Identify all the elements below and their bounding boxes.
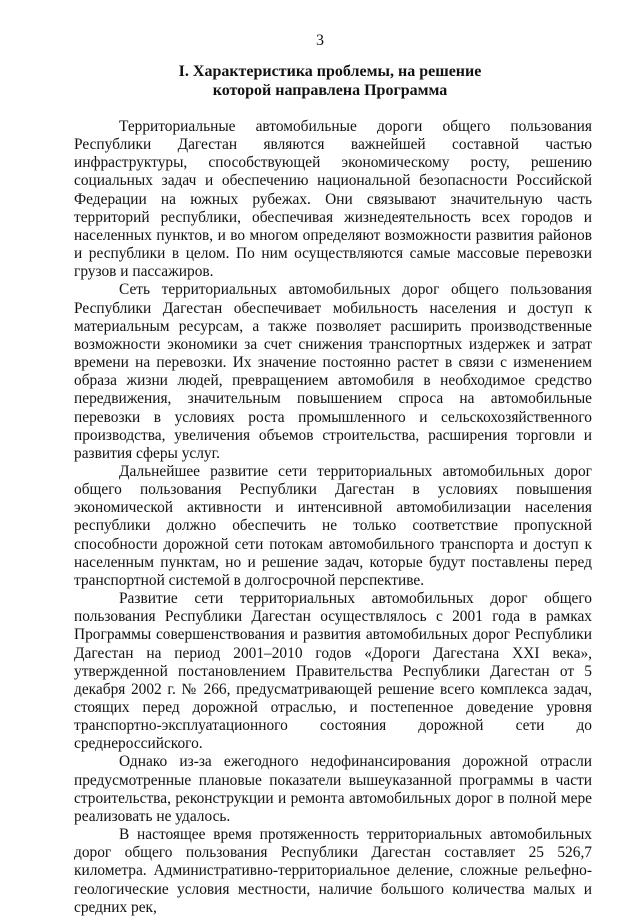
section-heading-line-1: I. Характеристика проблемы, на решение	[178, 63, 482, 80]
body-text	[74, 118, 592, 917]
paragraph-6: В настоящее время протяженность территориальных автомобильных дорог общего пользования Республики Дагестан составляет 25 526,7 километра. Административно-территориальное деление, сложные рельефно-геологические условия местности, наличие большого количества малых и средних рек,	[74, 826, 592, 916]
paragraph-3: Дальнейшее развитие сети территориальных автомобильных дорог общего пользования Республики Дагестан в условиях повышения экономической активности и интенсивной автомобилизации населения республики должно обеспечить не только соответствие пропускной способности дорожной сети потокам автомобильного транспорта и доступ к населенным пунктам, но и решение задач, которые будут поставлены перед транспортной системой в долгосрочной перспективе.	[74, 462, 592, 589]
paragraph-5: Однако из-за ежегодного недофинансирования дорожной отрасли предусмотренные плановые показатели вышеуказанной программы в части строительства, реконструкции и ремонта автомобильных дорог в полной мере реализовать не удалось.	[74, 753, 592, 825]
page-number: 3	[316, 32, 324, 49]
paragraph-1: Территориальные автомобильные дороги общего пользования Республики Дагестан являются важнейшей составной частью инфраструктуры, способствующей экономическому росту, решению социальных задач и обеспечению национальной безопасности Российской Федерации на южных рубежах. Они связывают значительную часть территорий республики, обеспечивая жизнедеятельность всех городов и населенных пунктов, и во многом определяют возможности развития районов и республики в целом. По ним осуществляются самые массовые перевозки грузов и пассажиров.	[74, 118, 592, 281]
paragraph-2: Сеть территориальных автомобильных дорог общего пользования Республики Дагестан обеспечивает мобильность населения и доступ к материальным ресурсам, а также позволяет расширить производственные возможности экономики за счет снижения транспортных издержек и затрат времени на перевозки. Их значение постоянно растет в связи с изменением образа жизни людей, превращением автомобиля в необходимое средство передвижения, значительным повышением спроса на автомобильные перевозки в условиях роста промышленного и сельскохозяйственного производства, увеличения объемов строительства, расширения торговли и развития сферы услуг.	[74, 281, 592, 462]
paragraph-4: Развитие сети территориальных автомобильных дорог общего пользования Республики Дагестан осуществлялось с 2001 года в рамках Программы совершенствования и развития автомобильных дорог Республики Дагестан на период 2001–2010 годов «Дороги Дагестана XXI века», утвержденной постановлением Правительства Республики Дагестан от 5 декабря 2002 г. № 266, предусматривающей решение всего комплекса задач, стоящих перед дорожной отраслью, и постепенное доведение уровня транспортно-эксплуатационного состояния дорожной сети до среднероссийского.	[74, 590, 592, 753]
section-heading	[60, 62, 600, 100]
section-heading-line-2: которой направлена Программа	[212, 82, 448, 99]
